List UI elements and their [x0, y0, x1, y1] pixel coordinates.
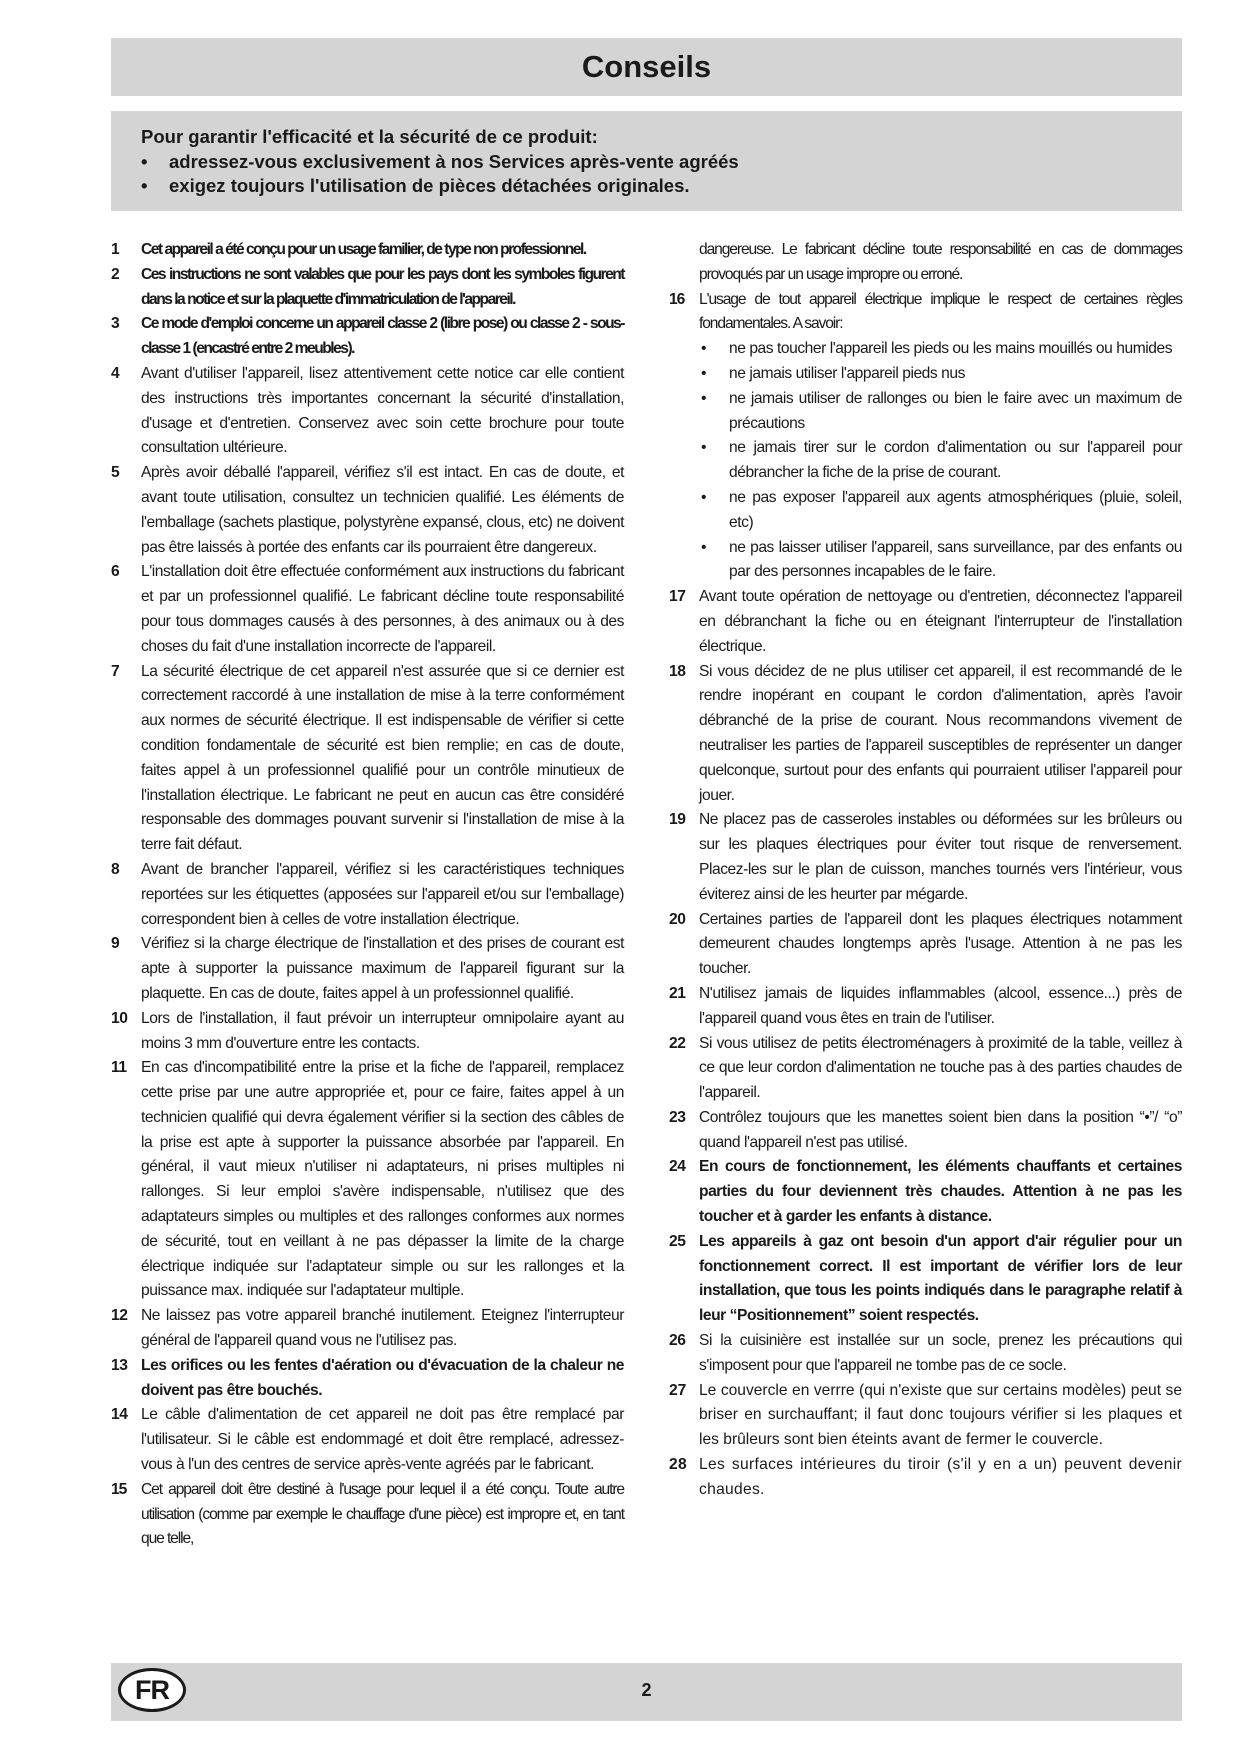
- page-title: Conseils: [581, 49, 712, 84]
- right-column: [669, 238, 1182, 1503]
- advice-item-11: [111, 1056, 624, 1304]
- advice-item-9: [111, 932, 624, 1006]
- advice-item-4: [111, 362, 624, 461]
- item-number: 28: [669, 1456, 687, 1474]
- item-number: 12: [111, 1307, 128, 1325]
- item-text: Vérifiez si la charge électrique de l'installation et des prises de courant est apte à supporter la puissance maximum de l'appareil figurant sur la plaquette. En cas de doute, faites appel à un professionnel qualifié.: [141, 935, 624, 1002]
- item-text: Si vous utilisez de petits électroménagers à proximité de la table, veillez à ce que leur cordon d'alimentation ne touche pas à des parties chaudes de l'appareil.: [699, 1034, 1182, 1102]
- bullet-item: • ne pas laisser utiliser l'appareil, sans surveillance, par des enfants ou par des personnes incapables de le faire.: [699, 536, 1182, 586]
- intro-bullet: • adressez-vous exclusivement à nos Services après-vente agréés: [141, 150, 1152, 175]
- item-number: 17: [669, 588, 686, 606]
- bullet-item: • ne pas toucher l'appareil les pieds ou les mains mouillés ou humides: [699, 337, 1182, 362]
- advice-item-16: [669, 288, 1182, 338]
- item-number: 1: [111, 241, 119, 258]
- item-number: 8: [111, 860, 120, 878]
- advice-item-21: [669, 982, 1182, 1032]
- advice-item-19: [669, 808, 1182, 907]
- left-column: [111, 238, 624, 1552]
- language-badge: FR: [118, 1668, 186, 1712]
- advice-item-14: [111, 1403, 624, 1477]
- advice-item-7: [111, 660, 624, 858]
- item-text: En cours de fonctionnement, les éléments chauffants et certaines parties du four deviennent très chaudes. Attention à ne pas les toucher et à garder les enfants à distance.: [699, 1158, 1182, 1226]
- bullet-item: • ne pas exposer l'appareil aux agents atmosphériques (pluie, soleil, etc): [699, 486, 1182, 536]
- item-number: 15: [111, 1480, 127, 1498]
- item-number: 7: [111, 662, 120, 680]
- item-text: Après avoir déballé l'appareil, vérifiez s'il est intact. En cas de doute, et avant toute utilisation, consultez un technicien qualifié. Les éléments de l'emballage (sachets plastique, polystyrène expansé, clous, etc) ne doivent pas être laissés à portée des enfants car ils pourraient être dangereux.: [141, 464, 624, 556]
- item-number: 24: [669, 1158, 686, 1176]
- item-number: 16: [669, 290, 685, 308]
- item-number: 25: [669, 1232, 686, 1250]
- item-number: 26: [669, 1332, 686, 1350]
- item-text: Contrôlez toujours que les manettes soient bien dans la position “•”/ “o” quand l'appareil n'est pas utilisé.: [699, 1108, 1182, 1151]
- item-number: 22: [669, 1034, 686, 1052]
- advice-item-8: [111, 858, 624, 932]
- bullet-item: • ne jamais tirer sur le cordon d'alimentation ou sur l'appareil pour débrancher la fiche de la prise de courant.: [699, 436, 1182, 486]
- bullet-item: • ne jamais utiliser de rallonges ou bien le faire avec un maximum de précautions: [699, 387, 1182, 437]
- item-number: 13: [111, 1356, 128, 1374]
- advice-item-18: [669, 660, 1182, 809]
- item-number: 14: [111, 1406, 128, 1424]
- advice-item-15-continued: dangereuse. Le fabricant décline toute responsabilité en cas de dommages provoqués par un usage impropre ou erroné.: [699, 241, 1182, 283]
- item-text: Les orifices ou les fentes d'aération ou d'évacuation de la chaleur ne doivent pas être bouchés.: [141, 1356, 624, 1399]
- item-number: 6: [111, 563, 120, 581]
- item-number: 21: [669, 984, 686, 1002]
- advice-item-15: [111, 1478, 624, 1552]
- item-number: 5: [111, 464, 120, 482]
- advice-item-25: [669, 1230, 1182, 1329]
- advice-item-26: [669, 1329, 1182, 1379]
- item-text: En cas d'incompatibilité entre la prise et la fiche de l'appareil, remplacez cette prise par une autre appropriée et, pour ce faire, faites appel à un technicien qualifié qui devra également vérifier si la section des câbles de la prise est apte à supporter la puissance absorbée par l'appareil. En général, il vaut mieux n'utiliser ni adaptateurs, ni prises multiples ni rallonges. Si leur emploi s'avère indispensable, n'utilisez que des adaptateurs simples ou multiples et des rallonges conformes aux normes de sécurité, tout en veillant à ne pas dépasser la limite de la charge électrique indiquée sur l'adaptateur simple ou sur les rallonges et la puissance max. indiquée sur l'adaptateur multiple.: [141, 1059, 624, 1300]
- item-text: L'installation doit être effectuée conformément aux instructions du fabricant et par un professionnel qualifié. Le fabricant décline toute responsabilité pour tous dommages causés à des personnes, à des animaux ou à des choses du fait d'une installation incorrecte de l'appareil.: [141, 563, 624, 655]
- page-number: 2: [641, 1680, 652, 1700]
- item-number: 2: [111, 265, 119, 283]
- advice-item-24: [669, 1155, 1182, 1229]
- item-text: Lors de l'installation, il faut prévoir un interrupteur omnipolaire ayant au moins 3 mm d'ouverture entre les contacts.: [141, 1009, 624, 1052]
- item-text: Ne laissez pas votre appareil branché inutilement. Eteignez l'interrupteur général de l'appareil quand vous ne l'utilisez pas.: [141, 1307, 624, 1350]
- item-number: 3: [111, 315, 119, 333]
- advice-item-3: [111, 312, 624, 362]
- item-number: 10: [111, 1009, 128, 1027]
- item-text: Cet appareil doit être destiné à l'usage pour lequel il a été conçu. Toute autre utilisation (comme par exemple le chauffage d'une pièce) est impropre et, en tant que telle,: [141, 1480, 624, 1548]
- intro-bullet: • exigez toujours l'utilisation de pièces détachées originales.: [141, 174, 1152, 199]
- bullet-item: • ne jamais utiliser l'appareil pieds nus: [699, 362, 1182, 387]
- item-text: Le câble d'alimentation de cet appareil ne doit pas être remplacé par l'utilisateur. Si le câble est endommagé et doit être remplacé, adressez-vous à l'un des centres de service après-vente agréés par le fabricant.: [141, 1406, 624, 1474]
- item-text: Cet appareil a été conçu pour un usage familier, de type non professionnel.: [141, 241, 586, 258]
- item-text: Ce mode d'emploi concerne un appareil classe 2 (libre pose) ou classe 2 - sous-classe 1 (encastré entre 2 meubles).: [141, 315, 624, 358]
- advice-item-28: [669, 1453, 1182, 1503]
- item-number: 4: [111, 364, 120, 382]
- advice-item-6: [111, 560, 624, 659]
- item-number: 9: [111, 935, 120, 953]
- item-text: Si vous décidez de ne plus utiliser cet appareil, il est recommandé de le rendre inopérant en coupant le cordon d'alimentation, après l'avoir débranché de la prise de courant. Nous recommandons vivement de neutraliser les parties de l'appareil susceptibles de représenter un danger quelconque, surtout pour des enfants qui pourraient utiliser l'appareil pour jouer.: [699, 662, 1182, 804]
- item-text: Le couvercle en verrre (qui n'existe que sur certains modèles) peut se briser en surchauffant; il faut donc toujours vérifier si les plaques et les brûleurs sont bien éteints avant de fermer le couvercle.: [699, 1381, 1182, 1449]
- advice-item-17: [669, 585, 1182, 659]
- item-text: Avant d'utiliser l'appareil, lisez attentivement cette notice car elle contient des instructions très importantes concernant la sécurité d'installation, d'usage et d'entretien. Conservez avec soin cette brochure pour toute consultation ultérieure.: [141, 364, 624, 457]
- advice-item-22: [669, 1032, 1182, 1106]
- item-number: 11: [111, 1059, 127, 1077]
- intro-line: Pour garantir l'efficacité et la sécurité de ce produit:: [141, 126, 598, 147]
- item-text: N'utilisez jamais de liquides inflammables (alcool, essence...) près de l'appareil quand vous êtes en train de l'utiliser.: [699, 984, 1182, 1027]
- item-text: Ne placez pas de casseroles instables ou déformées sur les brûleurs ou sur les plaques électriques pour éviter tout risque de renversement. Placez-les sur le plan de cuisson, manches tournés vers l'intérieur, vous éviterez ainsi de les heurter par mégarde.: [699, 811, 1182, 903]
- item-text: Avant de brancher l'appareil, vérifiez si les caractéristiques techniques reportées sur les étiquettes (apposées sur l'appareil et/ou sur l'emballage) correspondent bien à celles de votre installation électrique.: [141, 860, 624, 928]
- item-text: Les appareils à gaz ont besoin d'un apport d'air régulier pour un fonctionnement correct. Il est important de vérifier lors de leur installation, que tous les points indiqués dans le paragraphe relatif à leur “Positionnement” soient respectés.: [699, 1232, 1182, 1325]
- advice-item-13: [111, 1354, 624, 1404]
- item-text: Avant toute opération de nettoyage ou d'entretien, déconnectez l'appareil en débranchant la fiche ou en éteignant l'interrupteur de l'installation électrique.: [699, 588, 1182, 655]
- advice-item-1: [111, 238, 624, 263]
- footer-bar: [111, 1663, 1182, 1721]
- intro-box: [111, 111, 1182, 211]
- advice-item-5: [111, 461, 624, 560]
- advice-item-23: [669, 1106, 1182, 1156]
- advice-item-16-bullets: [669, 337, 1182, 585]
- advice-item-27: [669, 1379, 1182, 1453]
- item-text: La sécurité électrique de cet appareil n'est assurée que si ce dernier est correctement raccordé à une installation de mise à la terre conformément aux normes de sécurité électrique. Il est indispensable de vérifier si cette condition fondamentale de sécurité est bien remplie; en cas de doute, faites appel à un professionnel qualifié pour un contrôle minutieux de l'installation électrique. Le fabricant ne peut en aucun cas être considéré responsable des dommages pouvant survenir si l'installation de mise à la terre fait défaut.: [141, 662, 624, 854]
- advice-item-2: [111, 263, 624, 313]
- item-number: 18: [669, 662, 686, 680]
- item-text: Certaines parties de l'appareil dont les plaques électriques notamment demeurent chaudes longtemps après l'usage. Attention à ne pas les toucher.: [699, 910, 1182, 978]
- advice-item-10: [111, 1007, 624, 1057]
- item-text: Ces instructions ne sont valables que pour les pays dont les symboles figurent dans la notice et sur la plaquette d'immatriculation de l'appareil.: [141, 265, 624, 308]
- advice-item-12: [111, 1304, 624, 1354]
- item-number: 19: [669, 811, 686, 829]
- advice-item-20: [669, 908, 1182, 982]
- intro-bullets: [141, 150, 1152, 199]
- item-number: 27: [669, 1381, 687, 1399]
- title-bar: [111, 38, 1182, 96]
- item-text: Si la cuisinière est installée sur un socle, prenez les précautions qui s'imposent pour que l'appareil ne tombe pas de ce socle.: [699, 1332, 1182, 1374]
- item-text: L'usage de tout appareil électrique implique le respect de certaines règles fondamentales. A savoir:: [699, 290, 1182, 333]
- item-number: 20: [669, 910, 686, 928]
- item-number: 23: [669, 1108, 686, 1126]
- item-text: Les surfaces intérieures du tiroir (s'il y en a un) peuvent devenir chaudes.: [699, 1456, 1182, 1498]
